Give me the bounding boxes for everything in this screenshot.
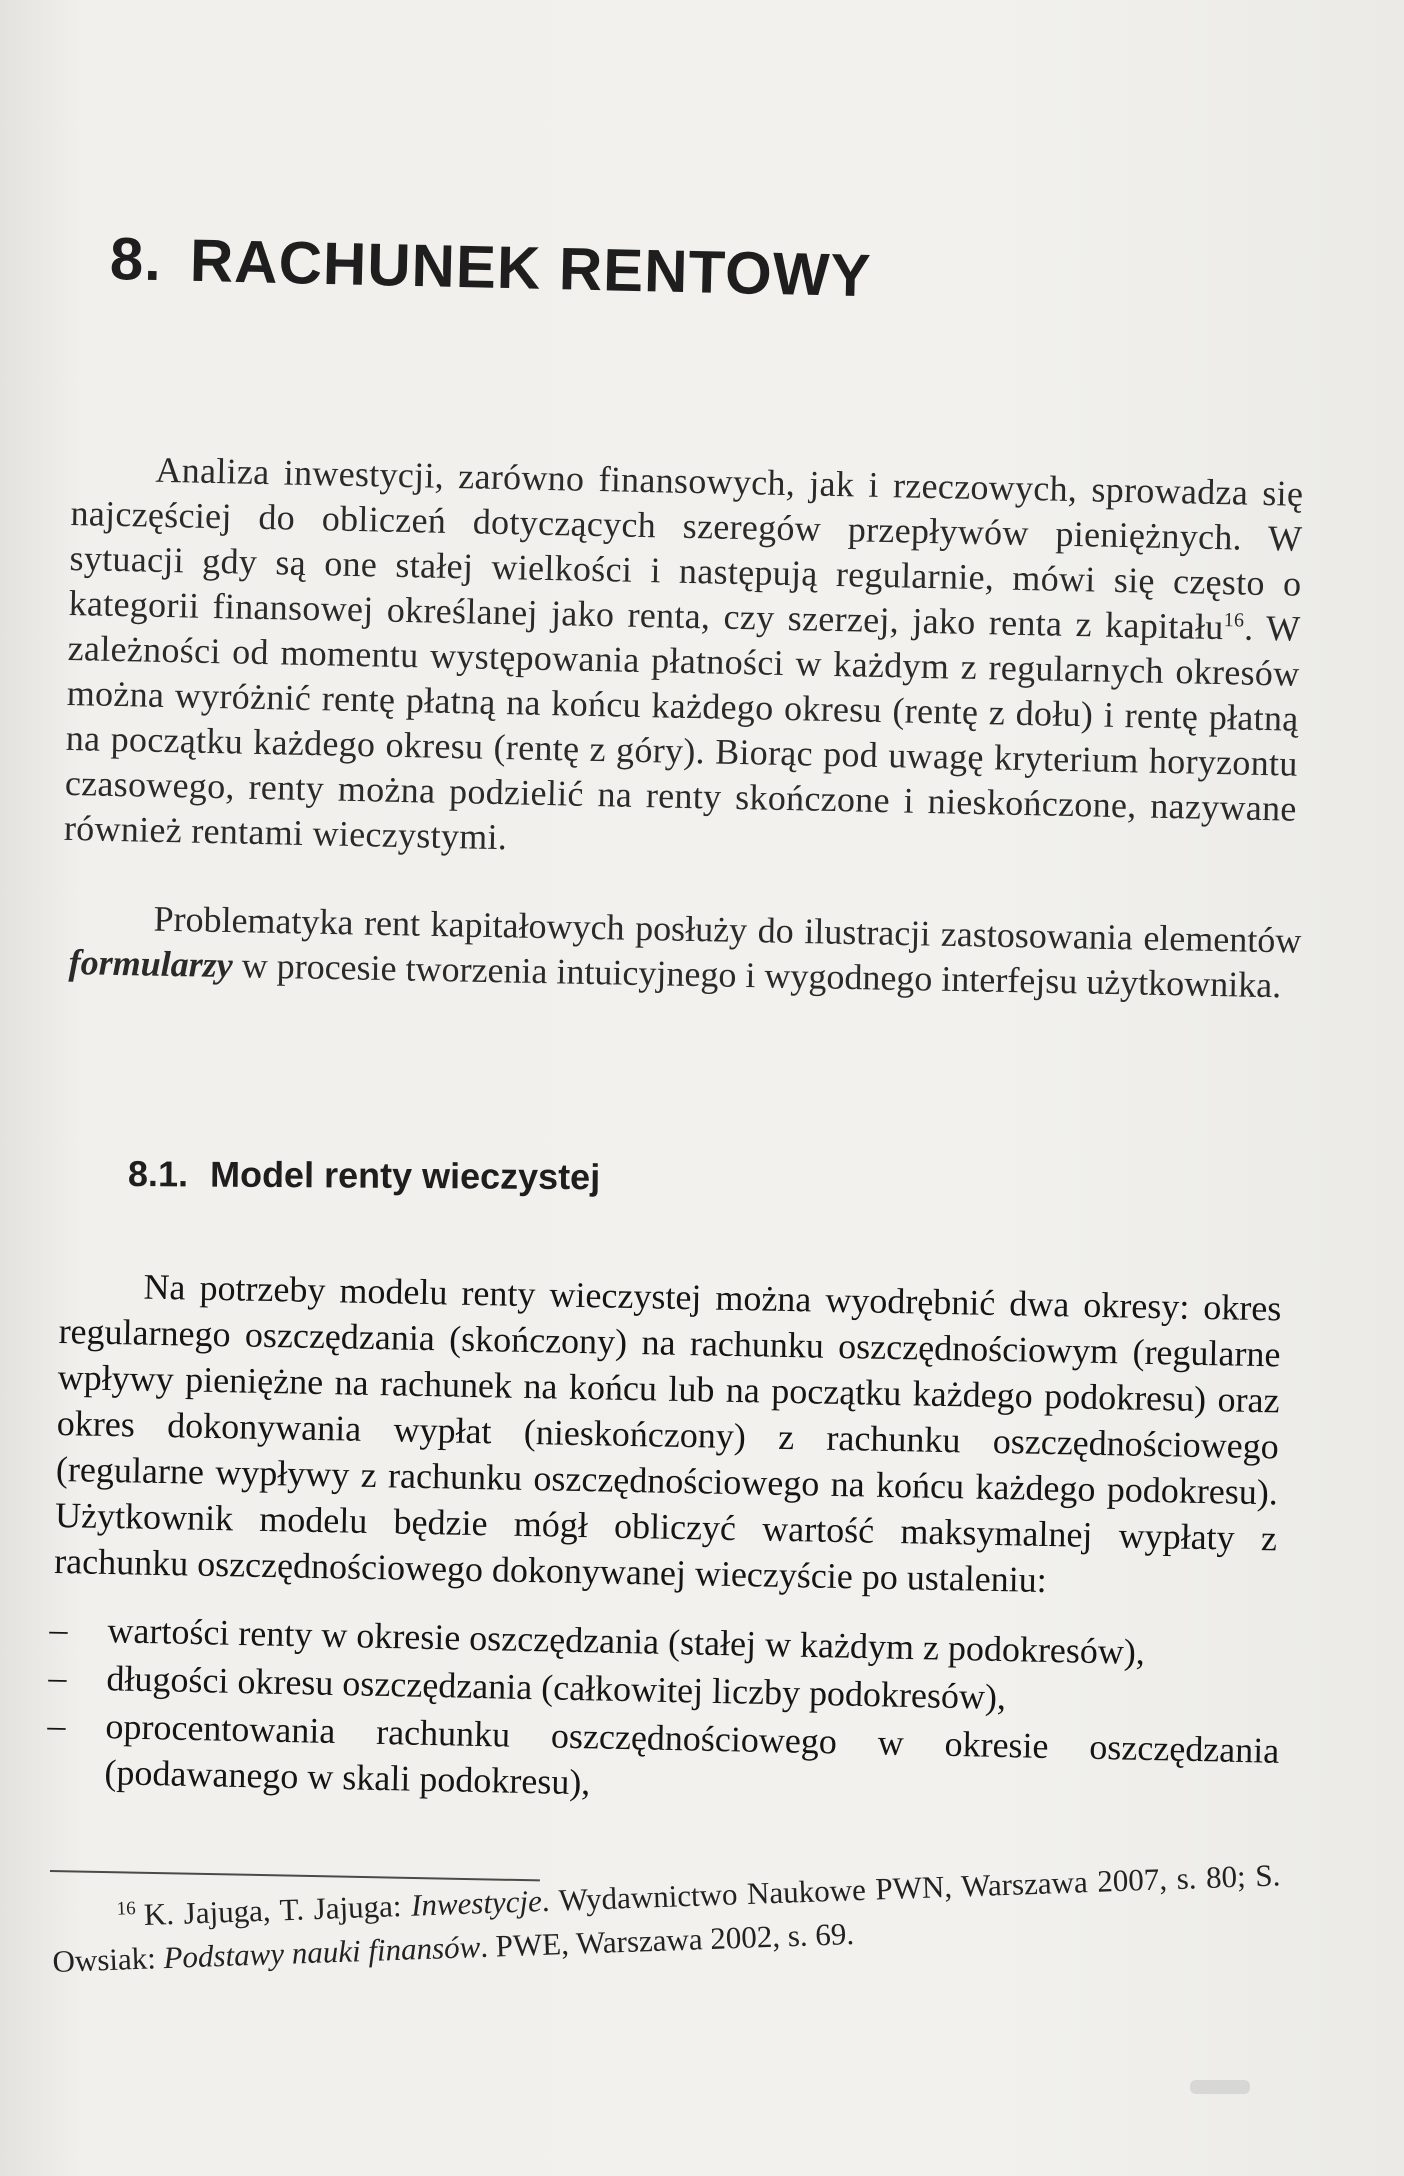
bullet-dash: – [48, 1656, 67, 1698]
footnote-title-2: Podstawy nauki finansów [162, 1929, 481, 1976]
list-item-text: długości okresu oszczędzania (całkowitej liczby podokresów), [106, 1658, 1007, 1718]
page-smudge [1190, 2080, 1250, 2094]
section-number: 8.1. [127, 1153, 189, 1195]
intro-text-a: Analiza inwestycji, zarówno finansowych, jak i rzeczowych, sprowadza się najczęściej do obliczeń dotyczących szeregów przepływów pieniężnych. W sytuacji gdy są one stałej wielkości i następują regularnie, mówi się często o kategorii finansowej określanej jako renta, czy szerzej, jako renta z kapitału [68, 449, 1304, 648]
list-item-text: wartości renty w okresie oszczędzania (stałej w każdym z podokresów), [107, 1610, 1146, 1672]
criteria-list [46, 1606, 1282, 1822]
footnote-authors: K. Jajuga, T. Jajuga: [143, 1887, 412, 1933]
footnote-number: 16 [116, 1898, 137, 1920]
footnote-middle: . Wydawnictwo Naukowe PWN, Warszawa 2007, s. 80; S. Owsiak: [51, 1857, 1281, 1980]
list-item-text: oprocentowania rachunku oszczędnościowego w okresie oszczędzania (podawanego w skali podokresu), [104, 1706, 1280, 1803]
footnote-end: . PWE, Warszawa 2002, s. 69. [479, 1916, 855, 1965]
intro2-text-b: w procesie tworzenia intuicyjnego i wygodnego interfejsu użytkownika. [232, 945, 1282, 1006]
section-heading [128, 1153, 600, 1198]
bullet-dash: – [47, 1704, 66, 1746]
chapter-title: RACHUNEK RENTOWY [189, 226, 873, 310]
footnote-reference: 16 [1223, 609, 1245, 632]
intro-paragraph-1 [64, 446, 1304, 877]
chapter-number: 8. [109, 225, 163, 294]
footnote-title-1: Inwestycje [410, 1883, 543, 1923]
footnote [50, 1847, 1283, 1984]
section-title: Model renty wieczystej [209, 1153, 601, 1198]
intro-paragraph-2 [68, 895, 1302, 1009]
bullet-dash: – [49, 1608, 68, 1650]
intro-text-b: . W zależności od momentu występowania płatności w każdym z regularnych okresów można wyróżnić rentę płatną na końcu każdego okresu (rentę z dołu) i rentę płatną na początku każdego okresu (rentę z góry). Biorąc pod uwagę kryterium horyzontu czasowego, renty można podzielić na renty skończone i nieskończone, nazywane również rentami wieczystymi. [63, 607, 1301, 858]
chapter-heading [109, 224, 872, 310]
section-paragraph: Na potrzeby modelu renty wieczystej można wyodrębnić dwa okresy: okres regularnego oszczędzania (skończony) na rachunku oszczędnościowym (regularne wpływy pieniężne na rachunek na końcu lub na początku każdego podokresu) oraz okres dokonywania wypłat (nieskończony) z rachunku oszczędnościowego (regularne wypływy z rachunku oszczędnościowego na końcu każdego podokresu). Użytkownik modelu będzie mógł obliczyć wartość maksymalnej wypłaty z rachunku oszczędnościowego dokonywanej wieczyście po ustaleniu: [53, 1266, 1282, 1600]
intro2-text-a: Problematyka rent kapitałowych posłuży do ilustracji zastosowania elementów [153, 898, 1302, 961]
formularzy-emphasis: formularzy [68, 941, 234, 986]
